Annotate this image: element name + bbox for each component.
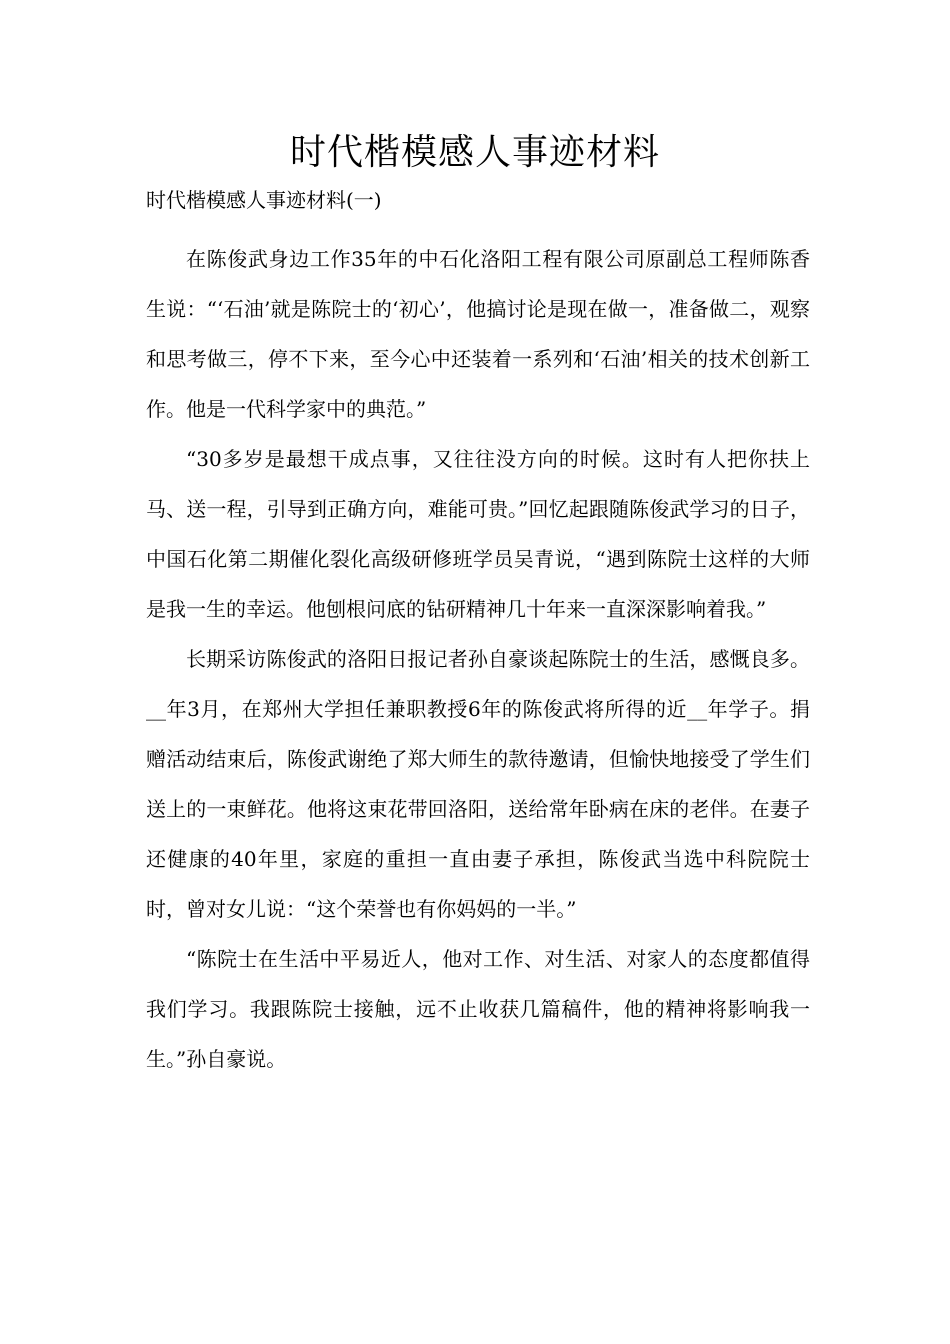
paragraph: “30多岁是最想干成点事，又往往没方向的时候。这时有人把你扶上马、送一程，引导到正确方向，难能可贵。”回忆起跟随陈俊武学习的日子，中国石化第二期催化裂化高级研修班学员吴青说，“遇到陈院士这样的大师是我一生的幸运。他刨根问底的钻研精神几十年来一直深深影响着我。” [146, 447, 810, 621]
paragraph: 在陈俊武身边工作35年的中石化洛阳工程有限公司原副总工程师陈香生说：“‘石油’就是陈院士的‘初心’，他搞讨论是现在做一，准备做二，观察和思考做三，停不下来，至今心中还装着一系列和‘石油’相关的技术创新工作。他是一代科学家中的典范。” [146, 247, 810, 421]
paragraph: 长期采访陈俊武的洛阳日报记者孙自豪谈起陈院士的生活，感慨良多。__年3月，在郑州大学担任兼职教授6年的陈俊武将所得的近__年学子。捐赠活动结束后，陈俊武谢绝了郑大师生的款待邀请，但愉快地接受了学生们送上的一束鲜花。他将这束花带回洛阳，送给常年卧病在床的老伴。在妻子还健康的40年里，家庭的重担一直由妻子承担，陈俊武当选中科院院士时，曾对女儿说：“这个荣誉也有你妈妈的一半。” [146, 647, 810, 921]
paragraph: “陈院士在生活中平易近人，他对工作、对生活、对家人的态度都值得我们学习。我跟陈院士接触，远不止收获几篇稿件，他的精神将影响我一生。”孙自豪说。 [146, 947, 810, 1071]
document-body [146, 234, 810, 1084]
document-title: 时代楷模感人事迹材料 [289, 132, 660, 173]
document-subtitle: 时代楷模感人事迹材料(一) [146, 188, 382, 212]
